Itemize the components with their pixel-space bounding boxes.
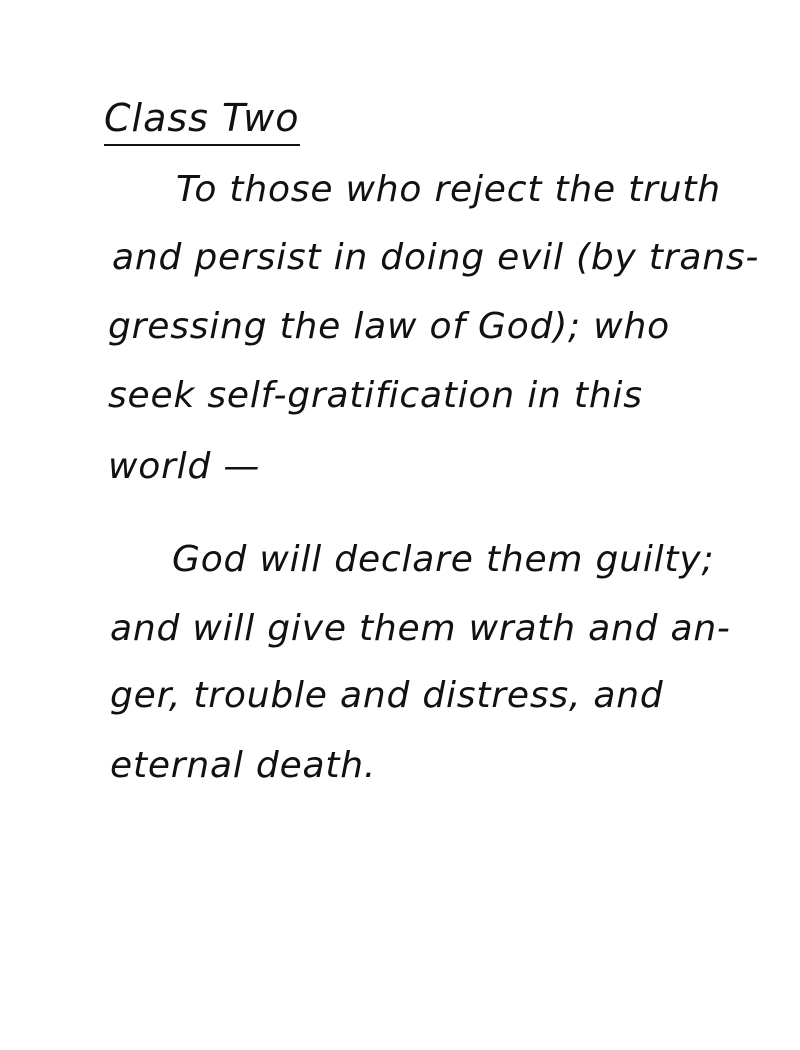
paragraph-1-line-5: world — <box>108 446 261 487</box>
paragraph-2-line-3: ger, trouble and distress, and <box>110 675 664 716</box>
paragraph-1-line-3: gressing the law of God); who <box>108 306 670 347</box>
section-heading: Class Two <box>104 96 300 146</box>
paragraph-2-line-4: eternal death. <box>110 745 377 786</box>
paragraph-2-line-1: God will declare them guilty; <box>172 539 715 580</box>
paragraph-1-line-4: seek self-gratification in this <box>108 375 643 416</box>
paragraph-1-line-2: and persist in doing evil (by trans- <box>112 237 760 278</box>
paragraph-2-line-2: and will give them wrath and an- <box>110 608 731 649</box>
paragraph-1-line-1: To those who reject the truth <box>176 169 721 210</box>
